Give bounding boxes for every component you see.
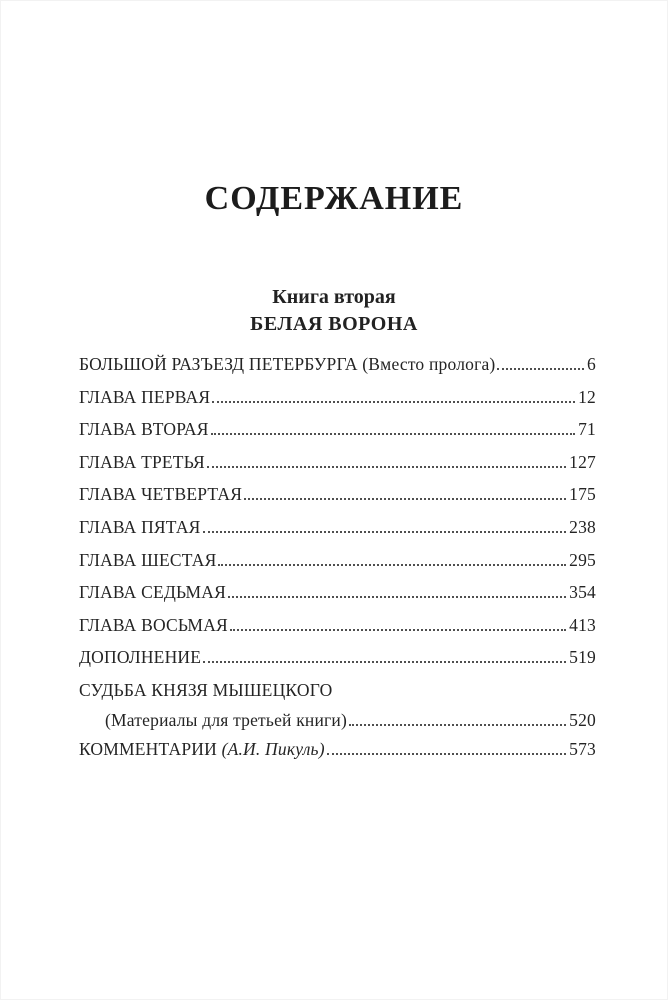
toc-entry-page: 413 <box>569 614 596 635</box>
dotted-leader <box>212 401 575 403</box>
dotted-leader <box>203 661 566 663</box>
toc-entry <box>79 733 596 766</box>
toc-entry <box>79 707 596 733</box>
toc-entry-page: 6 <box>587 354 596 374</box>
toc-entry-label-italic: (А.И. Пикуль) <box>221 738 325 759</box>
toc-entry <box>79 413 596 446</box>
toc-entry-page: 519 <box>569 647 596 668</box>
toc-entry <box>79 641 596 674</box>
toc-entry-label: ДОПОЛНЕНИЕ <box>79 647 202 668</box>
toc-entry <box>79 478 596 511</box>
toc-entry-page: 295 <box>569 549 596 570</box>
dotted-leader <box>230 629 566 631</box>
toc-entry-page: 520 <box>569 709 596 730</box>
book-title-heading: БЕЛАЯ ВОРОНА <box>250 313 418 335</box>
toc-entry <box>79 544 596 577</box>
toc-entry <box>79 674 596 707</box>
toc-entry-label: ГЛАВА ШЕСТАЯ <box>79 549 217 570</box>
toc-entry-label: ГЛАВА СЕДЬМАЯ <box>79 582 227 603</box>
toc-entry <box>79 348 596 381</box>
toc-entry-page: 175 <box>569 484 596 505</box>
toc-entry-page: 238 <box>569 516 596 537</box>
dotted-leader <box>211 433 575 435</box>
dotted-leader <box>207 466 566 468</box>
toc-entry-label: ГЛАВА ВОСЬМАЯ <box>79 614 228 635</box>
toc-entry-page: 354 <box>569 582 596 603</box>
toc-entry-label: ГЛАВА ВТОРАЯ <box>79 419 209 440</box>
toc-entry <box>79 609 596 642</box>
toc-entry-label: КОММЕНТАРИИ (А.И. Пикуль) <box>79 738 325 759</box>
toc-entry <box>79 576 596 609</box>
toc-entry-label: ГЛАВА ТРЕТЬЯ <box>79 451 205 472</box>
toc-entry-label: БОЛЬШОЙ РАЗЪЕЗД ПЕТЕРБУРГА (Вместо пролога) <box>79 354 496 374</box>
dotted-leader <box>349 724 566 726</box>
toc-entry <box>79 511 596 544</box>
toc-entry <box>79 446 596 479</box>
dotted-leader <box>327 753 566 755</box>
toc-entry-page: 12 <box>578 386 596 407</box>
page-title: СОДЕРЖАНИЕ <box>204 180 464 217</box>
toc-entry-label: (Материалы для третьей книги) <box>105 709 347 730</box>
toc-entry-label: СУДЬБА КНЯЗЯ МЫШЕЦКОГО <box>79 679 333 700</box>
dotted-leader <box>244 498 566 500</box>
toc-entry-page: 127 <box>569 451 596 472</box>
book-number-heading: Книга вторая <box>272 286 396 308</box>
dotted-leader <box>497 368 584 370</box>
toc-entry-label: ГЛАВА ПЯТАЯ <box>79 516 201 537</box>
dotted-leader <box>218 564 566 566</box>
toc-entry-page: 573 <box>569 738 596 759</box>
toc-entry-page: 71 <box>578 419 596 440</box>
toc-list <box>79 348 596 765</box>
toc-entry-label: ГЛАВА ЧЕТВЕРТАЯ <box>79 484 243 505</box>
toc-entry <box>79 381 596 414</box>
toc-entry-label: ГЛАВА ПЕРВАЯ <box>79 386 211 407</box>
dotted-leader <box>203 531 567 533</box>
dotted-leader <box>228 596 566 598</box>
